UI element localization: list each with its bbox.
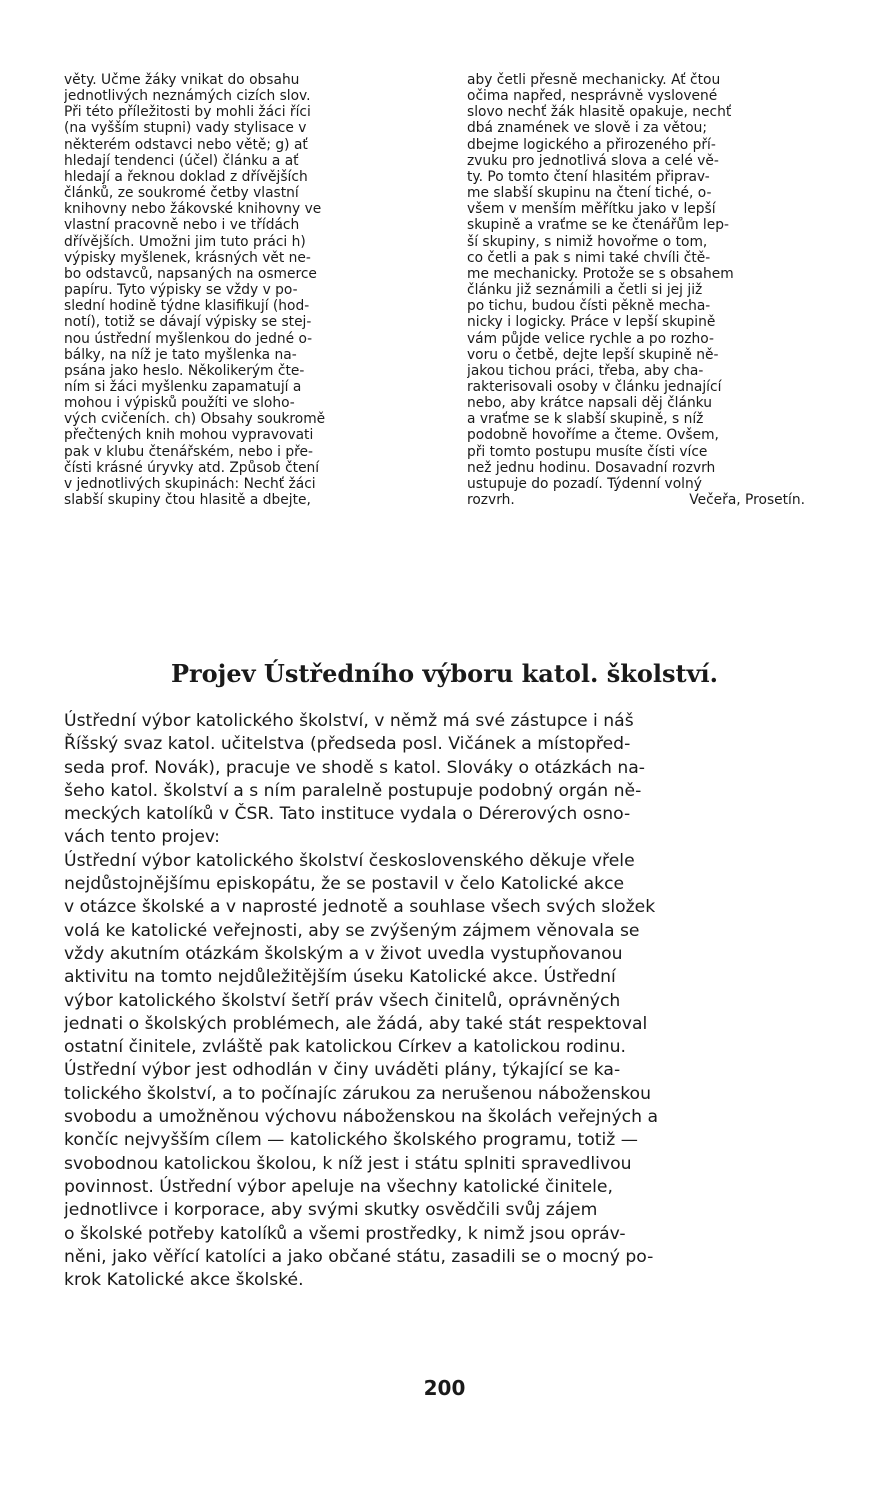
left-column-line: nou ústřední myšlenkou do jedné o- <box>64 330 313 347</box>
body-line: něni, jako věřící katolíci a jako občané státu, zasadili se o mocný po- <box>64 1246 654 1267</box>
body-line: tolického školství, a to počínajíc zárukou za nerušenou náboženskou <box>64 1083 651 1104</box>
left-column-line: hledají a řeknou doklad z dřívějších <box>64 168 308 185</box>
body-text <box>64 710 830 1292</box>
page-number: 200 <box>423 1376 466 1400</box>
body-line: končíc nejvyšším cílem — katolického školského programu, totiž — <box>64 1130 638 1151</box>
left-column-line: pak v klubu čtenářském, nebo i pře- <box>64 443 313 460</box>
body-line: o školské potřeby katolíků a všemi prostředky, k nimž jsou opráv- <box>64 1223 626 1244</box>
body-line: šeho katol. školství a s ním paralelně postupuje podobný orgán ně- <box>64 780 642 801</box>
body-line: svobodnou katolickou školou, k níž jest i státu splniti spravedlivou <box>64 1153 632 1174</box>
body-line: svobodu a umožněnou výchovu náboženskou na školách veřejných a <box>64 1107 658 1128</box>
right-column-line: dbá znamének ve slově i za větou; <box>467 120 708 137</box>
body-line: jednati o školských problémech, ale žádá, aby také stát respektoval <box>64 1013 648 1034</box>
left-column-line: vých cvičeních. ch) Obsahy soukromě <box>64 411 326 428</box>
body-line: v otázce školské a v naprosté jednotě a souhlase všech svých složek <box>64 897 656 918</box>
body-line: volá ke katolické veřejnosti, aby se zvýšeným zájmem věnovala se <box>64 920 640 941</box>
right-column-line: zvuku pro jednotlivá slova a celé vě- <box>467 152 719 169</box>
right-column-line: aby četli přesně mechanicky. Ať čtou <box>467 72 721 88</box>
body-line: výbor katolického školství šetří práv všech činitelů, oprávněných <box>64 990 621 1011</box>
left-column-line: knihovny nebo žákovské knihovny ve <box>64 201 322 218</box>
body-line: povinnost. Ústřední výbor apeluje na všechny katolické činitele, <box>64 1176 613 1197</box>
right-column-line: jakou tichou práci, třeba, aby cha- <box>467 362 704 379</box>
body-line: seda prof. Novák), pracuje ve shodě s katol. Slováky o otázkách na- <box>64 757 645 778</box>
left-column <box>64 72 449 508</box>
left-column-line: výpisky myšlenek, krásných vět ne- <box>64 249 311 266</box>
right-column-line: co četli a pak s nimi také chvíli čtě- <box>467 249 711 266</box>
left-column-line: Při této příležitosti by mohli žáci říci <box>64 104 311 121</box>
right-column-line: vám půjde velice rychle a po rozho- <box>467 330 714 347</box>
left-column-line: psána jako heslo. Několikerým čte- <box>64 362 305 379</box>
body-line: vždy akutním otázkám školským a v život uvedla vystupňovanou <box>64 943 623 964</box>
right-column-closing-line <box>467 492 845 508</box>
left-column-line: jednotlivých neznámých cizích slov. <box>64 88 311 105</box>
left-column-line: bálky, na níž je tato myšlenka na- <box>64 346 297 363</box>
body-line: meckých katolíků v ČSR. Tato instituce vydala o Dérerových osno- <box>64 804 631 825</box>
left-column-line: vlastní pracovně nebo i ve třídách <box>64 217 300 234</box>
right-column-line: očima napřed, nesprávně vyslovené <box>467 88 718 105</box>
body-line: ostatní činitele, zvláště pak katolickou Církev a katolickou rodinu. <box>64 1037 627 1058</box>
right-column-line: ty. Po tomto čtení hlasitém připrav- <box>467 168 710 185</box>
body-line: krok Katolické akce školské. <box>64 1270 304 1291</box>
body-line: Říšský svaz katol. učitelstva (předseda posl. Vičánek a místopřed- <box>64 734 631 755</box>
right-column-line: podobně hovoříme a čteme. Ovšem, <box>467 427 719 444</box>
right-column-line: dbejme logického a přirozeného pří- <box>467 136 716 153</box>
right-column-line: rakterisovali osoby v článku jednající <box>467 378 722 395</box>
left-column-line: notí), totiž se dávají výpisky se stej- <box>64 314 312 331</box>
left-column-line: věty. Učme žáky vnikat do obsahu <box>64 72 300 88</box>
body-line: Ústřední výbor jest odhodlán v činy uváděti plány, týkající se ka- <box>64 1060 621 1081</box>
left-column-line: čísti krásné úryvky atd. Způsob čtení <box>64 459 320 476</box>
right-column-line: po tichu, budou čísti pěkně mecha- <box>467 298 711 315</box>
left-column-line: papíru. Tyto výpisky se vždy v po- <box>64 282 298 299</box>
right-column-line: me slabší skupinu na čtení tiché, o- <box>467 185 712 202</box>
body-line: aktivitu na tomto nejdůležitějším úseku Katolické akce. Ústřední <box>64 967 616 988</box>
right-column-line: článku již seznámili a četli si jej již <box>467 282 703 299</box>
left-column-line: článků, ze soukromé četby vlastní <box>64 185 299 202</box>
right-column-line: me mechanicky. Protože se s obsahem <box>467 265 734 282</box>
closing-word: rozvrh. <box>467 492 515 509</box>
left-column-line: slední hodině týdne klasifikují (hod- <box>64 298 310 315</box>
section-heading: Projev Ústředního výboru katol. školství. <box>170 659 719 688</box>
left-column-line: bo odstavců, napsaných na osmerce <box>64 265 317 282</box>
right-column-line: než jednu hodinu. Dosavadní rozvrh <box>467 459 716 476</box>
body-line: Ústřední výbor katolického školství, v němž má své zástupce i náš <box>64 711 634 731</box>
left-column-line: v jednotlivých skupinách: Nechť žáci <box>64 475 316 492</box>
left-column-line: dřívějších. Umožni jim tuto práci h) <box>64 233 306 250</box>
right-column-line: skupině a vraťme se ke čtenářům lep- <box>467 217 729 234</box>
body-line: jednotlivce i korporace, aby svými skutky osvědčili svůj zájem <box>64 1200 598 1221</box>
body-line: vách tento projev: <box>64 827 220 848</box>
body-line: Ústřední výbor katolického školství československého děkuje vřele <box>64 850 635 871</box>
right-column-line: ustupuje do pozadí. Týdenní volný <box>467 475 702 492</box>
right-column-line: při tomto postupu musíte čísti více <box>467 443 708 460</box>
right-column-line: nebo, aby krátce napsali děj článku <box>467 395 712 412</box>
left-column-line: (na vyšším stupni) vady stylisace v <box>64 120 307 137</box>
right-column-line: slovo nechť žák hlasitě opakuje, nechť <box>467 104 732 121</box>
right-column-line: ší skupiny, s nimiž hovořme o tom, <box>467 233 708 250</box>
right-column-line: voru o četbě, dejte lepší skupině ně- <box>467 346 719 363</box>
right-column <box>467 72 845 508</box>
left-column-line: ním si žáci myšlenku zapamatují a <box>64 378 302 395</box>
left-column-line: přečtených knih mohou vypravovati <box>64 427 314 444</box>
body-line: nejdůstojnějšímu episkopátu, že se postavil v čelo Katolické akce <box>64 874 625 895</box>
right-column-line: a vraťme se k slabší skupině, s níž <box>467 411 704 428</box>
right-column-line: nicky i logicky. Práce v lepší skupině <box>467 314 716 331</box>
right-column-line: všem v menším měřítku jako v lepší <box>467 201 716 218</box>
left-column-line: hledají tendenci (účel) článku a ať <box>64 152 299 169</box>
left-column-line: slabší skupiny čtou hlasitě a dbejte, <box>64 492 311 509</box>
left-column-line: některém odstavci nebo větě; g) ať <box>64 136 308 153</box>
left-column-line: mohou i výpisků použíti ve sloho- <box>64 395 295 412</box>
author-signature: Večeřa, Prosetín. <box>689 492 805 509</box>
